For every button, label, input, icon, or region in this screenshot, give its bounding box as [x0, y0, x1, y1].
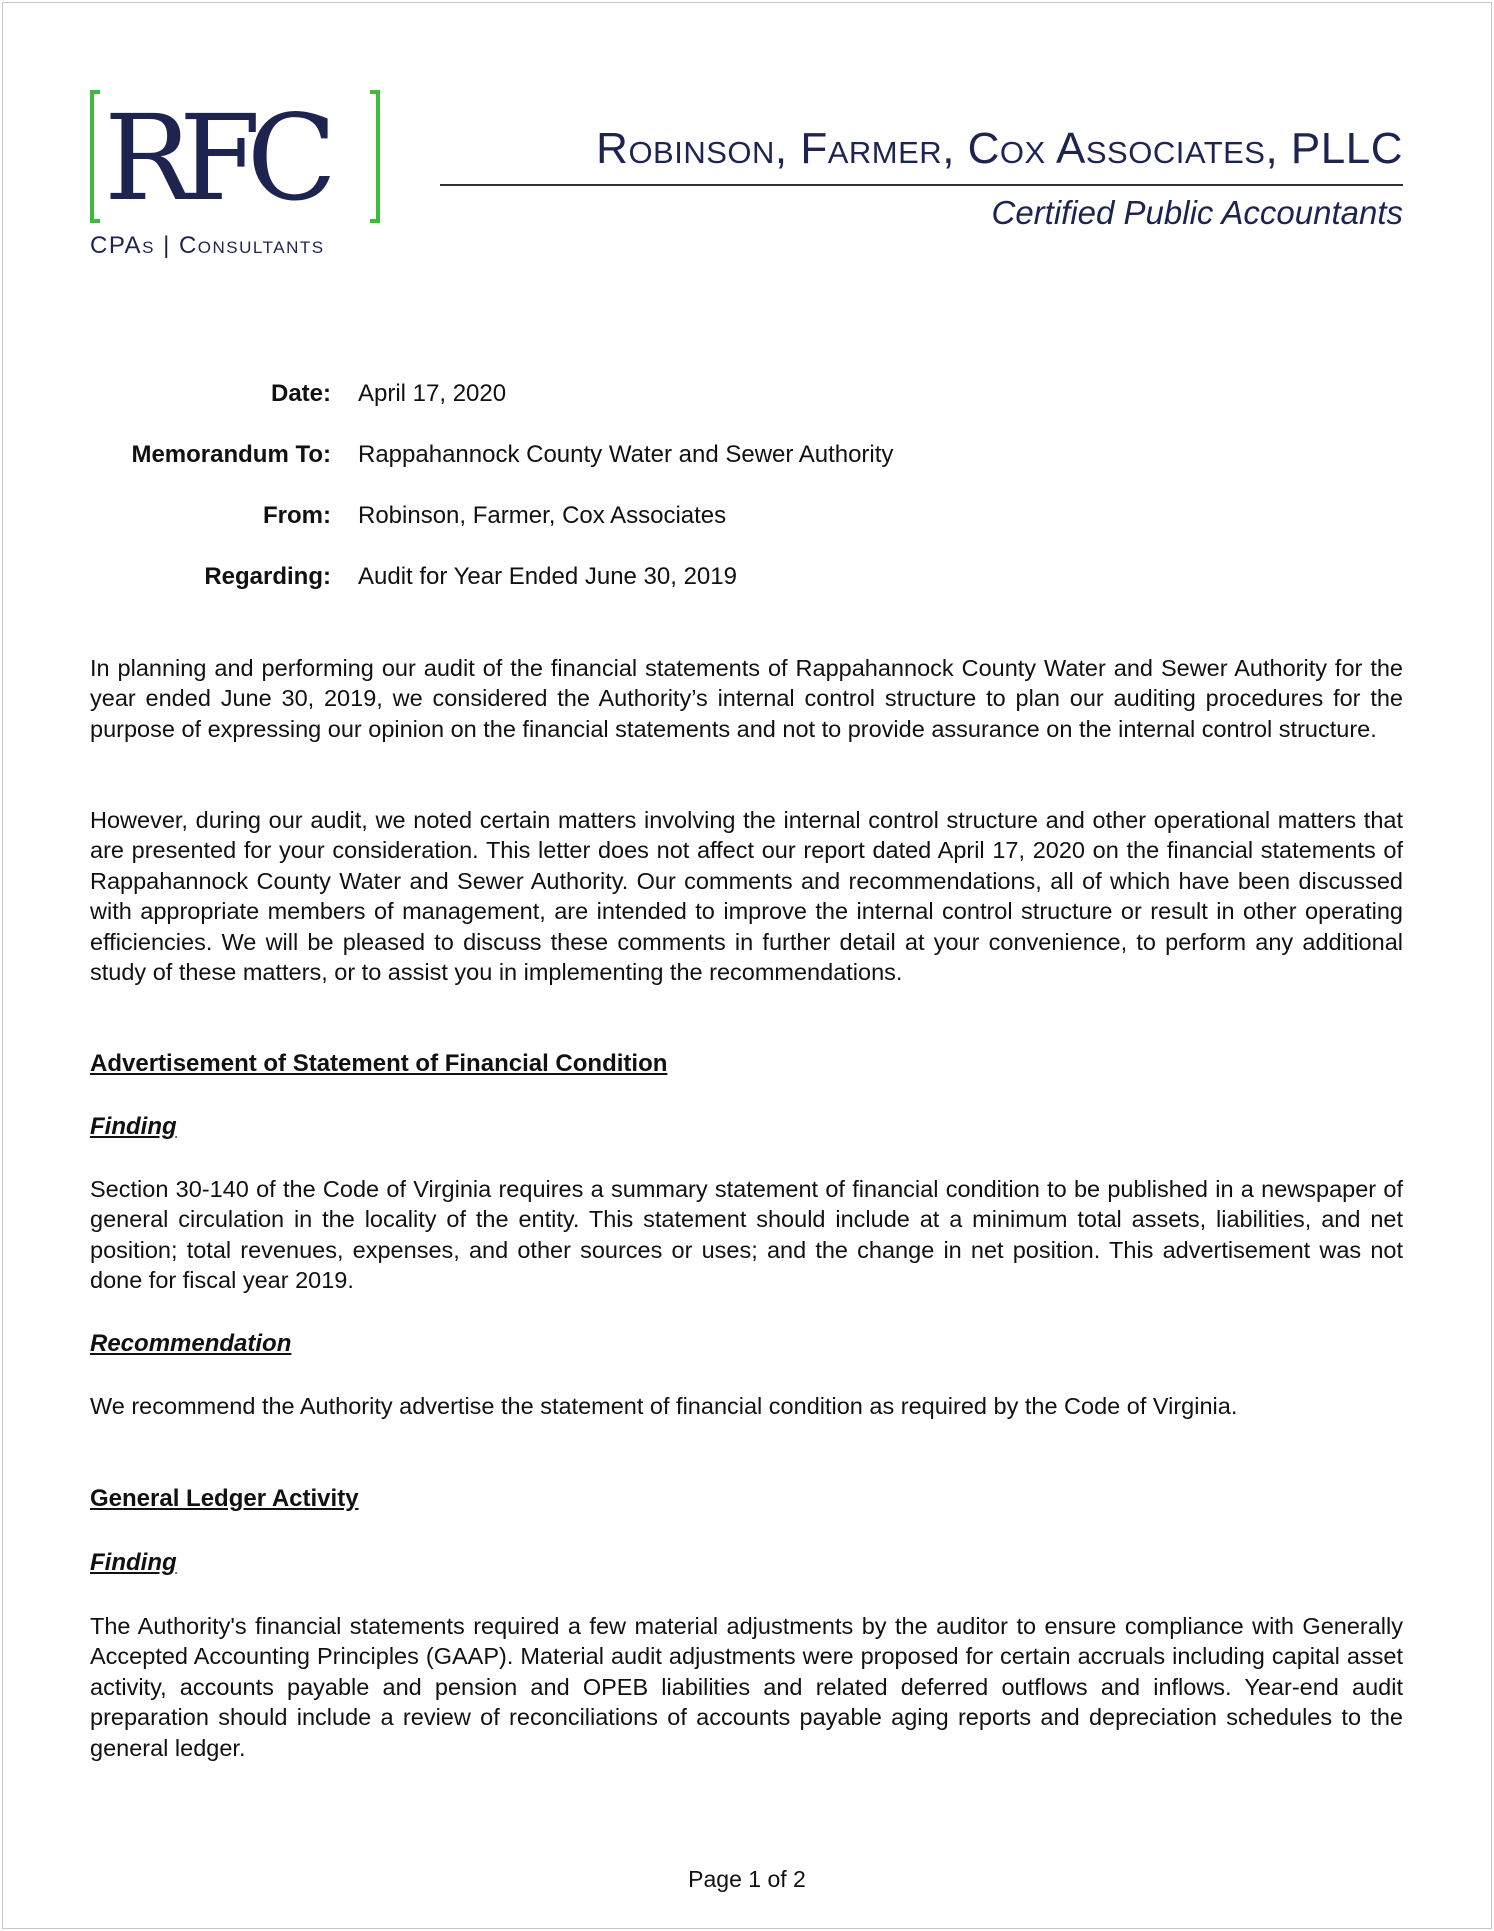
page-number: Page 1 of 2 [688, 1866, 806, 1892]
finding-heading: Finding [90, 1549, 177, 1576]
finding-paragraph: The Authority's financial statements required a few material adjustments by the auditor to ensure compliance with Generally Accepted Accounting Principles (GAAP). Material audit adjustments were proposed for certain accruals including capital asset activity, accounts payable and pension and OPEB liabilities and related deferred outflows and inflows. Year-end audit preparation should include a review of reconciliations of accounts payable aging reports and depreciation schedules to the general ledger. [90, 1613, 1403, 1761]
memo-regarding-row [90, 563, 1390, 593]
memo-from-row [90, 502, 1390, 532]
firm-tagline: Certified Public Accountants [991, 194, 1403, 231]
section-heading: Advertisement of Statement of Financial Condition [90, 1050, 668, 1077]
date-label: Date: [270, 380, 331, 407]
from-value: Robinson, Farmer, Cox Associates [358, 502, 727, 529]
firm-name: Robinson, Farmer, Cox Associates, PLLC [596, 124, 1403, 173]
memo-to-row [90, 441, 1390, 471]
logo-subtitle: CPAs | Consultants [90, 232, 325, 259]
memo-date-row [90, 380, 1390, 410]
intro-paragraph-2: However, during our audit, we noted certain matters involving the internal control structure and other operational matters that are presented for your consideration. This letter does not affect our report dated April 17, 2020 on the financial statements of Rappahannock County Water and Sewer Authority. Our comments and recommendations, all of which have been discussed with appropriate members of management, are intended to improve the internal control structure or result in other operating efficiencies. We will be pleased to discuss these comments in further detail at your convenience, to perform any additional study of these matters, or to assist you in implementing the recommendations. [90, 807, 1403, 986]
header-divider [440, 184, 1403, 186]
regarding-label: Regarding: [204, 563, 331, 590]
to-value: Rappahannock County Water and Sewer Authority [358, 441, 894, 468]
regarding-value: Audit for Year Ended June 30, 2019 [358, 563, 737, 590]
date-value: April 17, 2020 [358, 380, 507, 407]
to-label: Memorandum To: [131, 441, 331, 468]
rfc-logo: RFC [100, 88, 370, 228]
recommendation-paragraph: We recommend the Authority advertise the statement of financial condition as required by the Code of Virginia. [90, 1393, 1238, 1419]
finding-paragraph: Section 30-140 of the Code of Virginia requires a summary statement of financial condition to be published in a newspaper of general circulation in the locality of the entity. This statement should include at a minimum total assets, liabilities, and net position; total revenues, expenses, and other sources or uses; and the change in net position. This advertisement was not done for fiscal year 2019. [90, 1176, 1403, 1294]
from-label: From: [263, 502, 331, 529]
intro-paragraph-1: In planning and performing our audit of the financial statements of Rappahannock County Water and Sewer Authority for the year ended June 30, 2019, we considered the Authority’s internal control structure to plan our auditing procedures for the purpose of expressing our opinion on the financial statements and not to provide assurance on the internal control structure. [90, 655, 1403, 742]
section-heading: General Ledger Activity [90, 1485, 359, 1512]
recommendation-heading: Recommendation [90, 1330, 292, 1357]
finding-heading: Finding [90, 1113, 177, 1140]
